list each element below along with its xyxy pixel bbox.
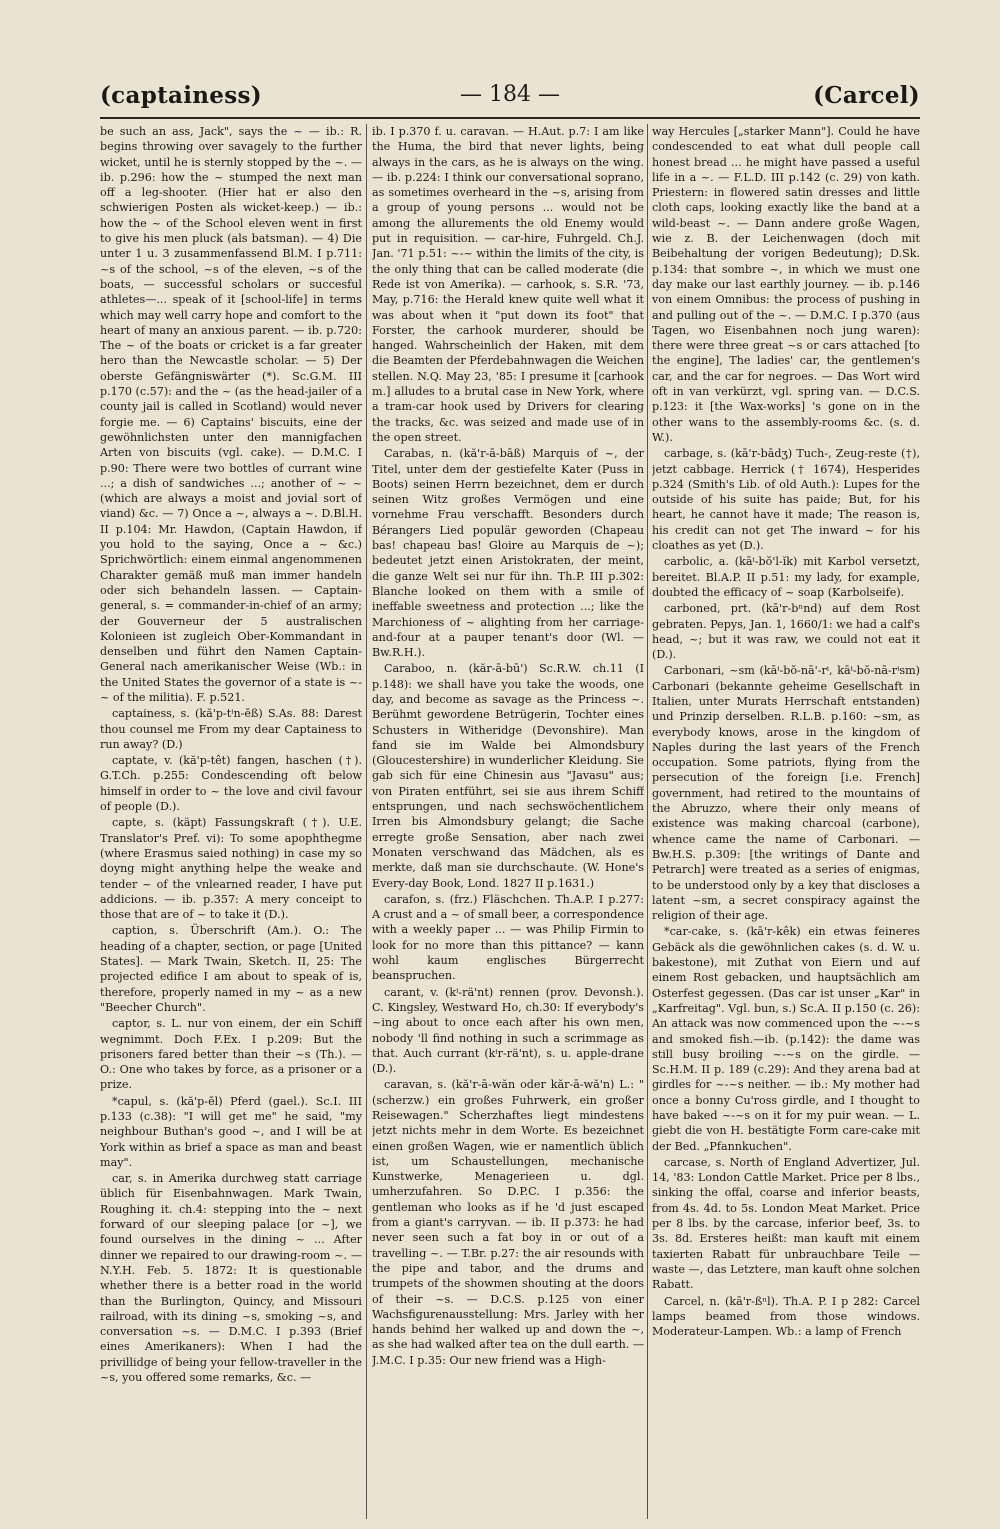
entry-captate: captate, v. (kă'p-têt) fangen, haschen (†). G.T.Ch. p.255: Condescending oft below himself in order to ~ the love and civil favour of people (D.). (100, 754, 362, 814)
entry-carbage: carbage, s. (kā'r-bādʒ) Tuch-, Zeug-reste (†), jetzt cabbage. Herrick († 1674), Hesperides p.324 (Smith's Lib. of old Auth.): Lupes for the outside of his suite has paide; But, for his heart, he cannot have it made; The reason is, his credit can not get The inward ~ for his cloathes as yet (D.). (652, 447, 920, 553)
entry-text: way Hercules [„starker Mann"]. Could he have condescended to eat what dull people call honest bread ... he might have passed a useful life in a ~. — F.L.D. III p.142 (c. 29) von kath. Priestern: in flowered satin dresses and little cloth caps, looking exactly like the band at a wild-beast ~. — Dann andere große Wagen, wie z. B. der Leichenwagen (doch mit Beibehaltung der vorigen Bedeutung); D.Sk. p.134: that sombre ~, in which we must one day make our last earthly journey. — ib. p.146 von einem Omnibus: the process of pushing in and pulling out of the ~. — D.M.C. I p.370 (aus Tagen, wo Eisenbahnen noch jung waren): there were three great ~s or cars attached [to the engine], The ladies' car, the gentlemen's car, and the car for negroes. — Das Wort wird oft in van verkürzt, vgl. spring van. — D.C.S. p.123: it [the Wax-works] 's gone on in the other wans to the assembly-rooms &c. (s. d. W.). (652, 125, 920, 444)
column-2 (372, 124, 644, 1519)
column-1 (100, 124, 362, 1519)
entry-carabas: Carabas, n. (kă'r-ā-bāß) Marquis of ~, der Titel, unter dem der gestiefelte Kater (Puss in Boots) seinen Herrn bezeichnet, dem er durch seinen Witz großes Vermögen und eine vornehme Frau verschafft. Besonders durch Bérangers Lied populär geworden (Chapeau bas! chapeau bas! Gloire au Marquis de ~); bedeutet jetzt einen Aristokraten, der meint, die ganze Welt sei nur für ihn. Th.P. III p.302: Blanche looked on them with a smile of ineffable sweetness and protection ...; like the Marchioness of ~ alighting from her carriage-and-four at a pauper tenant's door (Wl. — Bw.R.H.). (372, 447, 644, 660)
entry-capte: capte, s. (käpt) Fassungskraft (†). U.E. Translator's Pref. vi): To some apophthegme (where Erasmus saied nothing) in case my so doyng might anything helpe the weake and tender ~ of the vnlearned reader, I have put addicions. — ib. p.357: A mery conceipt to those that are of ~ to take it (D.). (100, 816, 362, 922)
entry-caraboo: Caraboo, n. (kăr-ā-bū') Sc.R.W. ch.11 (I p.148): we shall have you take the woods, one day, and become as savage as the Princess ~. Berühmt gewordene Betrügerin, Tochter eines Schusters in Witheridge (Devonshire). Man fand sie im Walde bei Almondsbury (Gloucestershire) in wunderlicher Kleidung. Sie gab sich für eine Chinesin aus "Javasu" aus; von Piraten entführt, sei sie aus ihrem Schiff entsprungen, und nach sechswöchentlichem Irren bis Almondsbury gelangt; die Sache erregte große Sensation, aber nach zwei Monaten verschwand das Mädchen, als es merkte, daß man sie durchschaute. (W. Hone's Every-day Book, Lond. 1827 II p.1631.) (372, 662, 644, 890)
entry-carbonari: Carbonari, ~sm (kāⁱ-bŏ-nā'-rⁱ, kāⁱ-bŏ-nā-rⁱsm) Carbonari (bekannte geheime Gesellschaft in Italien, unter Murats Herrschaft entstanden) und Prinzip derselben. R.L.B. p.160: ~sm, as everybody knows, arose in the kingdom of Naples during the last years of the French occupation. Some patriots, flying from the persecution of the foreign [i.e. French] government, had retired to the mountains of the Abruzzo, where their only means of existence was making charcoal (carbone), whence came the name of Carbonari. — Bw.H.S. p.309: [the writings of Dante and Petrarch] were treated as a series of enigmas, to be understood only by a key that discloses a latent ~sm, a secret conspiracy against the religion of their age. (652, 664, 920, 923)
entry-carbolic: carbolic, a. (kāⁱ-bŏ'l-ĭk) mit Karbol versetzt, bereitet. Bl.A.P. II p.51: my lady, for example, doubted the efficacy of ~ soap (Karbolseife). (652, 555, 920, 599)
page-header (100, 82, 920, 122)
entry-carafon: carafon, s. (frz.) Fläschchen. Th.A.P. I p.277: A crust and a ~ of small beer, a correspondence with a weekly paper ... — was Philip Firmin to look for no more than this pittance? — kann wohl kaum englisches Bürgerrecht beanspruchen. (372, 892, 644, 983)
entry-carcel: Carcel, n. (kā'r-ßⁿl). Th.A. P. I p 282: Carcel lamps beamed from those windows. Moderateur-Lampen. Wb.: a lamp of French (652, 1294, 920, 1339)
entry-carcase: carcase, s. North of England Advertizer, Jul. 14, '83: London Cattle Market. Price per 8 lbs., sinking the offal, coarse and inferior beasts, from 4s. 4d. to 5s. London Meat Market. Price per 8 lbs. by the carcase, inferior beef, 3s. to 3s. 8d. Ersteres heißt: man kauft mit einem taxierten Rabatt für unbrauchbare Teile — waste —, das Letztere, man kauft ohne solchen Rabatt. (652, 1155, 920, 1292)
entry-caravan: caravan, s. (kă'r-ā-wăn oder kăr-ā-wă'n) L.: "(scherzw.) ein großes Fuhrwerk, ein großer Reisewagen." Scherzhaftes liegt mindestens jetzt nichts mehr in dem Worte. Es bezeichnet einen großen Wagen, wie er namentlich üblich ist, um Schaustellungen, mechanische Kunstwerke, Menagerieen u. dgl. umherzufahren. So D.P.C. I p.356: the gentleman who looks as if he 'd just escaped from a giant's carryvan. — ib. II p.373: he had never seen such a fat boy in or out of a travelling ~. — T.Br. p.27: the air resounds with the pipe and tabor, and the drums and trumpets of the showmen shouting at the doors of their ~s. — D.C.S. p.125 von einer Wachsfigurenausstellung: Mrs. Jarley with her hands behind her walked up and down the ~, as she had walked after tea on the dull earth. — J.M.C. I p.35: Our new friend was a High- (372, 1078, 644, 1367)
header-right-catchword: (Carcel) (813, 82, 920, 109)
entry-capul: *capul, s. (kă'p-ĕl) Pferd (gael.). Sc.I. III p.133 (c.38): "I will get me" he said, "my neighbour Buthan's good ~, and I will be at York within as brief a space as man and beast may". (100, 1094, 362, 1169)
entry-captainess: captainess, s. (kă'p-tⁱn-ĕß) S.As. 88: Darest thou counsel me From my dear Captainess to run away? (D.) (100, 707, 362, 751)
column-divider (647, 124, 648, 1519)
column-divider (366, 124, 367, 1519)
entry-caption: caption, s. Überschrift (Am.). O.: The heading of a chapter, section, or page [United States]. — Mark Twain, Sketch. II, 25: The projected edifice I am about to speak of is, therefore, properly named in my ~ as a new "Beecher Church". (100, 924, 362, 1014)
entry-carboned: carboned, prt. (kā'r-bⁿnd) auf dem Rost gebraten. Pepys, Jan. 1, 1660/1: we had a calf's head, ~; but it was raw, we could not eat it (D.). (652, 602, 920, 662)
column-3 (652, 124, 920, 1519)
entry-captor: captor, s. L. nur von einem, der ein Schiff wegnimmt. Doch F.Ex. I p.209: But the prisoners fared better than their ~s (Th.). — O.: One who takes by force, as a prisoner or a prize. (100, 1017, 362, 1092)
entry-text: be such an ass, Jack", says the ~ — ib.: R. begins throwing over savagely to the further wicket, until he is sternly stopped by the ~. — ib. p.296: how the ~ stumped the next man off a leg-shooter. (Hier hat er also den schwierigen Posten als wicket-keep.) — ib.: how the ~ of the School eleven went in first to give his men pluck (als batsman). — 4) Die unter 1 u. 3 zusammenfassend Bl.M. I p.711: ~s of the school, ~s of the eleven, ~s of the boats, — successful scholars or succesful athletes—... speak of it [school-life] in terms which may well carry hope and comfort to the heart of many an anxious parent. — ib. p.720: The ~ of the boats or cricket is a far greater hero than the Newcastle scholar. — 5) Der oberste Gefängniswärter (*). Sc.G.M. III p.170 (c.57): and the ~ (as the head-jailer of a county jail is called in Scotland) would never forgie me. — 6) Captains' biscuits, eine der gewöhnlichsten unter den mannigfachen Arten von biscuits (vgl. cake). — D.M.C. I p.90: There were two bottles of currant wine ...; a dish of sandwiches ...; another of ~ ~ (which are always a moist and jovial sort of viand) &c. — 7) Once a ~, always a ~. D.Bl.H. II p.104: Mr. Hawdon, (Captain Hawdon, if you hold to the saying, Once a ~ &c.) Sprichwörtlich: einem einmal angenommenen Charakter gemäß muß man immer handeln oder sich behandeln lassen. — Captain-general, s. = commander-in-chief of an army; der Gouverneur der 5 australischen Kolonieen ist zugleich Ober-Kommandant in denselben und führt den Namen Captain-General nach amerikanischer Weise (Wb.: in the United States the governor of a state is ~-~ of the militia). F. p.521. (100, 125, 362, 704)
header-rule (100, 117, 920, 119)
entry-car: car, s. in Amerika durchweg statt carriage üblich für Eisenbahnwagen. Mark Twain, Roughing it. ch.4: stepping into the ~ next forward of our sleeping palace [or ~], we found ourselves in the dining ~ ... After dinner we repaired to our drawing-room ~. — N.Y.H. Feb. 5. 1872: It is questionable whether there is a better road in the world than the Burlington, Quincy, and Missouri railroad, with its dining ~s, smoking ~s, and conversation ~s. — D.M.C. I p.393 (Brief eines Amerikaners): When I had the privillidge of being your fellow-traveller in the ~s, you offered some remarks, &c. — (100, 1172, 362, 1385)
entry-carant: carant, v. (kⁱ-rä'nt) rennen (prov. Devonsh.). C. Kingsley, Westward Ho, ch.30: If everybody's ~ing about to once each after his own men, nobody 'll find nothing in such a scrimmage as that. Auch currant (kⁱr-rä'nt), s. u. apple-drane (D.). (372, 985, 644, 1076)
entry-car-cake: *car-cake, s. (kā'r-kêk) ein etwas feineres Gebäck als die gewöhnlichen cakes (s. d. W. u. bakestone), mit Zuthat von Eiern und auf einem Rost gebacken, und hauptsächlich am Osterfest gegessen. (Das car ist unser „Kar" in „Karfreitag". Vgl. bun, s.) Sc.A. II p.150 (c. 26): An attack was now commenced upon the ~-~s and smoked fish.—ib. (p.142): the dame was still busy broiling ~-~s on the girdle. — Sc.H.M. II p. 189 (c.29): And they arena bad at girdles for ~-~s neither. — ib.: My mother had once a bonny Cu'ross girdle, and I thought to have baked ~-~s on it for my puir wean. — L. giebt die von H. bestätigte Form care-cake mit der Bed. „Pfannkuchen". (652, 925, 920, 1153)
page-number: — 184 — (460, 82, 560, 107)
entry-text: ib. I p.370 f. u. caravan. — H.Aut. p.7: I am like the Huma, the bird that never lights, being always in the cars, as he is always on the wing. — ib. p.224: I think our conversational soprano, as sometimes overheard in the ~s, arising from a group of young persons ... would not be among the allurements the old Enemy would put in requisition. — car-hire, Fuhrgeld. Ch.J. Jan. '71 p.51: ~-~ within the limits of the city, is the only thing that can be called moderate (die Rede ist von Amerika). — carhook, s. S.R. '73, May, p.716: the Herald knew quite well what it was about when it "put down its foot" that Forster, the carhook murderer, should be hanged. Wahrscheinlich der Haken, mit dem die Beamten der Pferdebahnwagen die Weichen stellen. N.Q. May 23, '85: I presume it [carhook m.] alludes to a brutal case in New York, where a tram-car hook used by Drivers for clearing the tracks, &c. was seized and made use of in the open street. (372, 125, 644, 444)
header-left-catchword: (captainess) (100, 82, 262, 109)
